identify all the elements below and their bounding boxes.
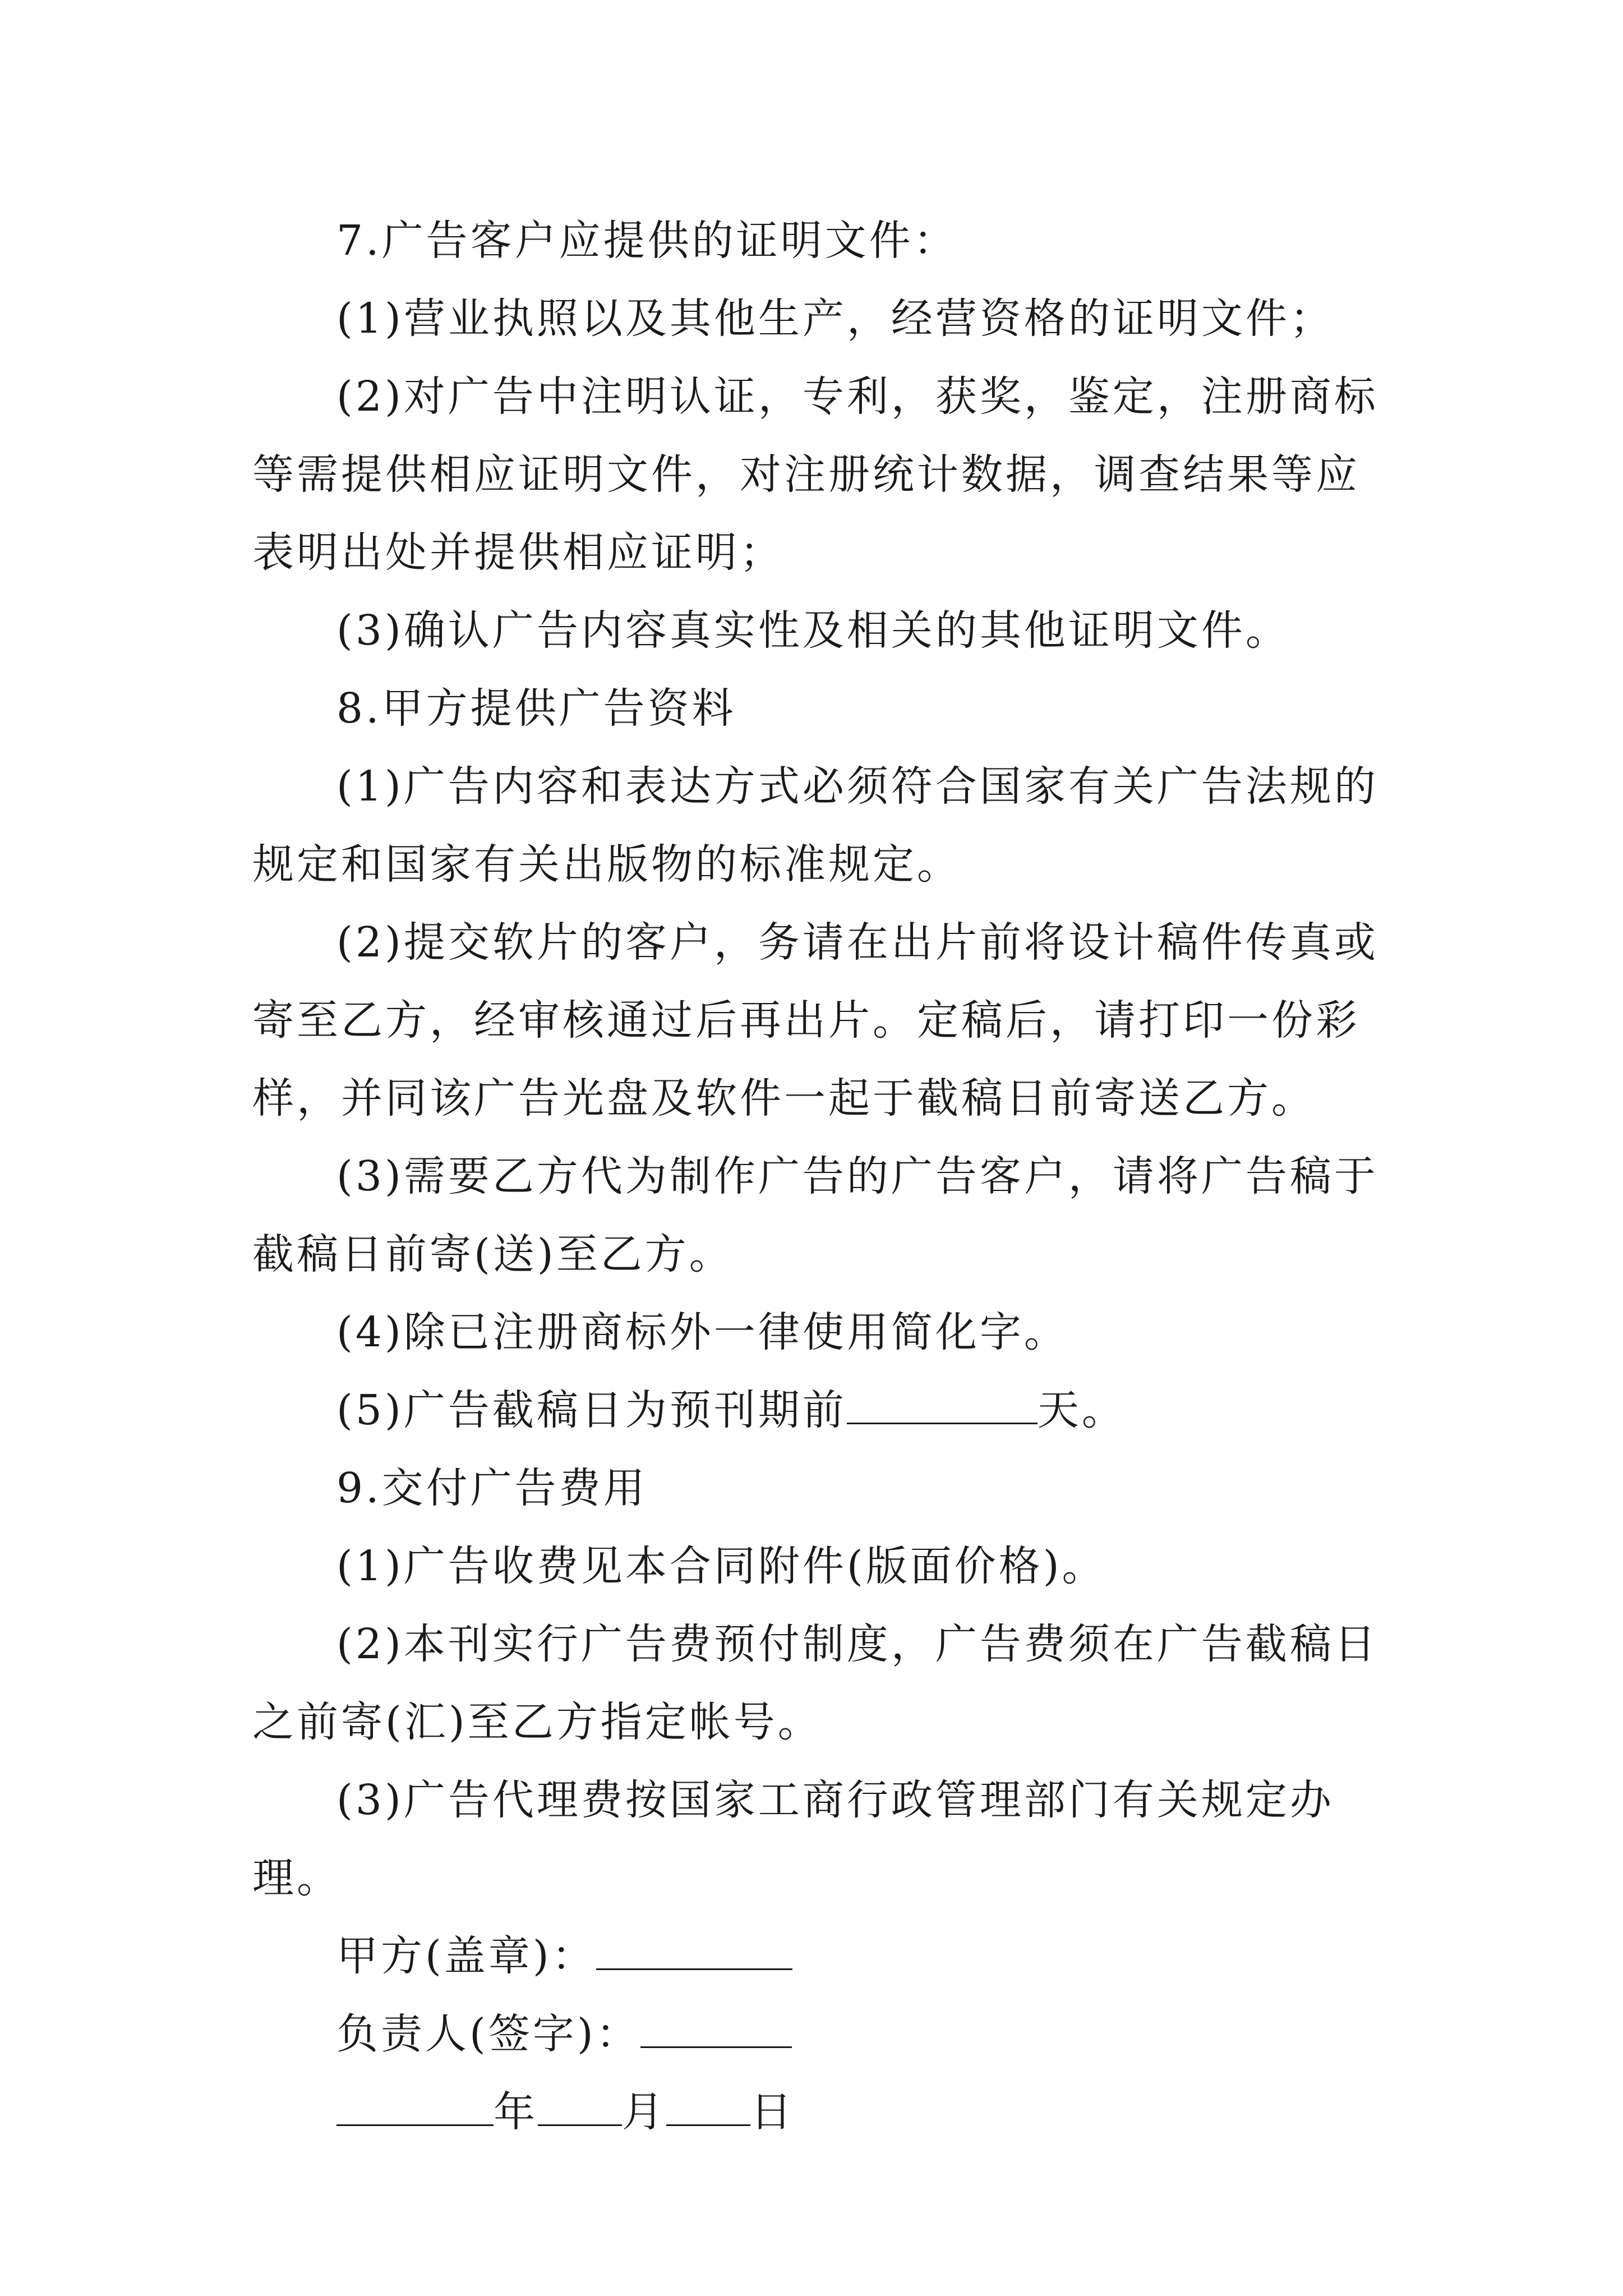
- section-9-item-3: (3)广告代理费按国家工商行政管理部门有关规定办理。: [252, 1776, 1334, 1902]
- section-8-item-4: (4)除已注册商标外一律使用简化字。: [336, 1308, 1068, 1356]
- party-a-seal-blank[interactable]: [596, 1929, 792, 1970]
- section-7-item-3: (3)确认广告内容真实性及相关的其他证明文件。: [336, 606, 1290, 655]
- section-9-item-2: (2)本刊实行广告费预付制度，广告费须在广告截稿日之前寄(汇)至乙方指定帐号。: [252, 1620, 1378, 1746]
- responsible-label: 负责人(签字)：: [336, 2010, 640, 2058]
- deadline-prefix: (5)广告截稿日为预刊期前: [336, 1386, 847, 1434]
- party-a-label: 甲方(盖章)：: [336, 1932, 596, 1980]
- deadline-suffix: 天。: [1037, 1386, 1126, 1434]
- section-8-heading: 8.甲方提供广告资料: [336, 684, 736, 733]
- day-label: 日: [750, 2088, 795, 2136]
- section-9-item-1: (1)广告收费见本合同附件(版面价格)。: [336, 1542, 1106, 1590]
- month-label: 月: [622, 2088, 666, 2136]
- responsible-signature-blank[interactable]: [640, 2007, 792, 2048]
- section-7-item-2: (2)对广告中注明认证，专利，获奖，鉴定，注册商标等需提供相应证明文件，对注册统计数据，调查结果等应表明出处并提供相应证明；: [252, 372, 1378, 577]
- section-7-heading: 7.广告客户应提供的证明文件：: [336, 217, 958, 265]
- contract-body: [252, 202, 1396, 2151]
- section-8-item-2: (2)提交软片的客户，务请在出片前将设计稿件传真或寄至乙方，经审核通过后再出片。定稿后，请打印一份彩样，并同该广告光盘及软件一起于截稿日前寄送乙方。: [252, 918, 1378, 1122]
- date-line: [252, 2073, 1396, 2151]
- section-8-item-1: (1)广告内容和表达方式必须符合国家有关广告法规的规定和国家有关出版物的标准规定。: [252, 762, 1378, 889]
- year-label: 年: [494, 2088, 538, 2136]
- day-blank[interactable]: [666, 2085, 750, 2126]
- month-blank[interactable]: [538, 2085, 622, 2126]
- section-8-item-5: [252, 1372, 1396, 1450]
- deadline-days-blank[interactable]: [847, 1383, 1038, 1424]
- party-a-seal-line: [252, 1917, 1396, 1995]
- section-9-heading: 9.交付广告费用: [336, 1464, 648, 1512]
- year-blank[interactable]: [336, 2085, 494, 2126]
- responsible-signature-line: [252, 1995, 1396, 2073]
- section-8-item-3: (3)需要乙方代为制作广告的广告客户，请将广告稿于截稿日前寄(送)至乙方。: [252, 1152, 1378, 1278]
- section-7-item-1: (1)营业执照以及其他生产，经营资格的证明文件；: [336, 295, 1334, 343]
